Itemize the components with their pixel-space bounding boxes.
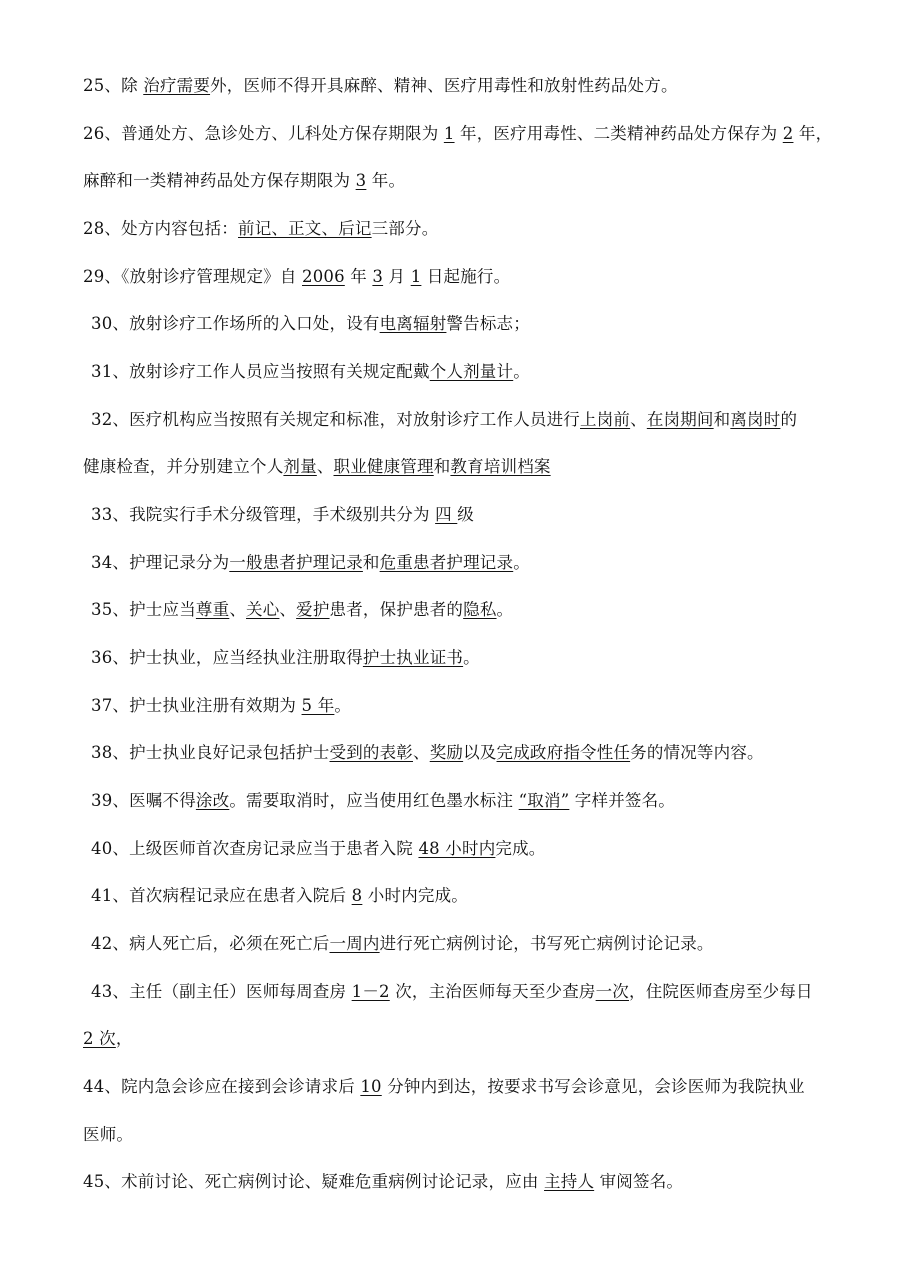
text-segment: ，住院医师查房至少每日 [629, 982, 813, 1001]
text-segment: 34、护理记录分为 [91, 553, 230, 572]
text-segment: 、 [630, 410, 647, 429]
text-segment: 字样并签名。 [569, 791, 675, 810]
text-line [91, 695, 351, 717]
text-segment: 和 [713, 410, 731, 429]
text-line [91, 647, 480, 669]
text-segment: 审阅签名。 [594, 1172, 684, 1191]
text-segment: 月 [383, 267, 411, 286]
text-segment: 日起施行。 [421, 267, 511, 286]
underlined-answer: 涂改 [195, 791, 230, 810]
text-segment: 35、护士应当 [91, 600, 196, 619]
underlined-answer: 一般患者护理记录 [229, 553, 363, 572]
text-segment: 警告标志； [446, 314, 530, 333]
underlined-answer: 1 [443, 124, 455, 143]
underlined-answer: 8 [351, 886, 363, 905]
text-segment: 42、病人死亡后，必须在死亡后 [91, 934, 330, 953]
text-segment: 。 [496, 600, 514, 619]
underlined-answer: 四 [435, 505, 458, 524]
text-segment: 。 [463, 648, 480, 667]
underlined-answer: 2006 [302, 267, 345, 286]
text-segment: ， [115, 1029, 133, 1048]
underlined-answer: 电离辐射 [379, 314, 447, 333]
text-line [91, 981, 813, 1003]
text-segment: 。需要取消时，应当使用红色墨水标注 [229, 791, 519, 810]
text-line [83, 123, 832, 145]
text-segment: 、 [316, 457, 334, 476]
text-segment: 43、主任（副主任）医师每周查房 [91, 982, 352, 1001]
text-segment: 26、普通处方、急诊处方、儿科处方保存期限为 [83, 124, 444, 143]
text-segment: 36、护士执业，应当经执业注册取得 [91, 648, 363, 667]
text-segment: 务的情况等内容。 [630, 743, 764, 762]
text-segment: 和 [433, 457, 451, 476]
text-line [83, 218, 438, 240]
text-line [91, 599, 513, 621]
underlined-answer: 教育培训档案 [450, 457, 551, 476]
text-segment: 完成。 [495, 839, 546, 858]
text-line [83, 1028, 133, 1050]
text-line [83, 266, 510, 288]
underlined-answer: 完成政府指令性任 [496, 743, 631, 762]
underlined-answer: 主持人 [544, 1172, 595, 1191]
underlined-answer: 一周内 [329, 934, 380, 953]
text-segment: 39、医嘱不得 [91, 791, 196, 810]
text-segment: 31、放射诊疗工作人员应当按照有关规定配戴 [91, 362, 430, 381]
underlined-answer: 离岗时 [730, 410, 781, 429]
text-segment: 37、护士执业注册有效期为 [91, 696, 302, 715]
underlined-answer: 5 年 [301, 696, 335, 715]
underlined-answer: 前记、正文、后记 [238, 219, 372, 238]
text-line [91, 790, 675, 812]
underlined-answer: 受到的表彰 [329, 743, 413, 762]
text-segment: 38、护士执业良好记录包括护士 [91, 743, 330, 762]
text-line [91, 504, 474, 526]
text-line [91, 361, 530, 383]
text-segment: 三部分。 [371, 219, 439, 238]
text-line [83, 1076, 805, 1098]
underlined-answer: 2 次 [83, 1029, 116, 1048]
text-line [83, 456, 551, 478]
text-segment: 29、《放射诊疗管理规定》自 [83, 267, 302, 286]
text-segment: 分钟内到达，按要求书写会诊意见，会诊医师为我院执业 [381, 1077, 805, 1096]
text-line [91, 742, 764, 764]
underlined-answer: 危重患者护理记录 [379, 553, 514, 572]
text-segment: 患者，保护患者的 [329, 600, 464, 619]
text-line [91, 933, 714, 955]
text-segment: 。 [513, 362, 530, 381]
text-segment: 、 [229, 600, 247, 619]
underlined-answer: 3 [355, 171, 367, 190]
text-line [91, 552, 530, 574]
text-segment: 外，医师不得开具麻醉、精神、医疗用毒性和放射性药品处方。 [210, 76, 678, 95]
underlined-answer: 爱护 [296, 600, 330, 619]
underlined-answer: 10 [360, 1077, 382, 1096]
text-segment: 小时内完成。 [362, 886, 468, 905]
text-segment: 。 [513, 553, 530, 572]
text-line [83, 1124, 133, 1146]
text-segment: 41、首次病程记录应在患者入院后 [91, 886, 352, 905]
text-segment: 和 [362, 553, 380, 572]
text-segment: 医师。 [83, 1125, 134, 1144]
underlined-answer: 2 [782, 124, 794, 143]
text-segment: 麻醉和一类精神药品处方保存期限为 [83, 171, 356, 190]
underlined-answer: 3 [372, 267, 384, 286]
underlined-answer: 治疗需要 [143, 76, 211, 95]
text-line [91, 313, 530, 335]
text-line [83, 1171, 683, 1193]
text-segment: 30、放射诊疗工作场所的入口处，设有 [91, 314, 380, 333]
underlined-answer: 关心 [246, 600, 280, 619]
text-segment: 年 [344, 267, 373, 286]
text-segment: 。 [334, 696, 352, 715]
underlined-answer: 剂量 [283, 457, 317, 476]
underlined-answer: 1－2 [351, 982, 390, 1001]
text-segment: 年，医疗用毒性、二类精神药品处方保存为 [454, 124, 783, 143]
underlined-answer: 尊重 [195, 600, 230, 619]
underlined-answer: 上岗前 [580, 410, 631, 429]
text-line [91, 885, 468, 907]
underlined-answer: 隐私 [463, 600, 497, 619]
text-segment: 32、医疗机构应当按照有关规定和标准，对放射诊疗工作人员进行 [91, 410, 580, 429]
text-segment: 28、处方内容包括： [83, 219, 238, 238]
text-line [91, 409, 797, 431]
underlined-answer: 职业健康管理 [333, 457, 434, 476]
text-segment: 年。 [366, 171, 406, 190]
underlined-answer: 1 [410, 267, 422, 286]
text-segment: 健康检查，并分别建立个人 [83, 457, 284, 476]
underlined-answer: 奖励 [429, 743, 464, 762]
text-segment: 以及 [463, 743, 497, 762]
text-segment: 、 [279, 600, 297, 619]
text-segment: 40、上级医师首次查房记录应当于患者入院 [91, 839, 419, 858]
underlined-answer: 48 小时内 [418, 839, 496, 858]
text-segment: 45、术前讨论、死亡病例讨论、疑难危重病例讨论记录，应由 [83, 1172, 545, 1191]
underlined-answer: “取消” [518, 791, 570, 810]
text-segment: 、 [413, 743, 430, 762]
text-line [91, 838, 546, 860]
text-line [83, 170, 405, 192]
underlined-answer: 一次 [595, 982, 630, 1001]
text-segment: 次，主治医师每天至少查房 [389, 982, 596, 1001]
text-segment: 年， [793, 124, 833, 143]
text-segment: 44、院内急会诊应在接到会诊请求后 [83, 1077, 361, 1096]
text-segment: 进行死亡病例讨论，书写死亡病例讨论记录。 [379, 934, 714, 953]
text-line [83, 75, 678, 97]
text-segment: 33、我院实行手术分级管理，手术级别共分为 [91, 505, 436, 524]
underlined-answer: 在岗期间 [646, 410, 714, 429]
text-segment: 25、除 [83, 76, 144, 95]
text-segment: 级 [457, 505, 474, 524]
text-segment: 的 [780, 410, 798, 429]
underlined-answer: 护士执业证书 [362, 648, 464, 667]
underlined-answer: 个人剂量计 [429, 362, 514, 381]
